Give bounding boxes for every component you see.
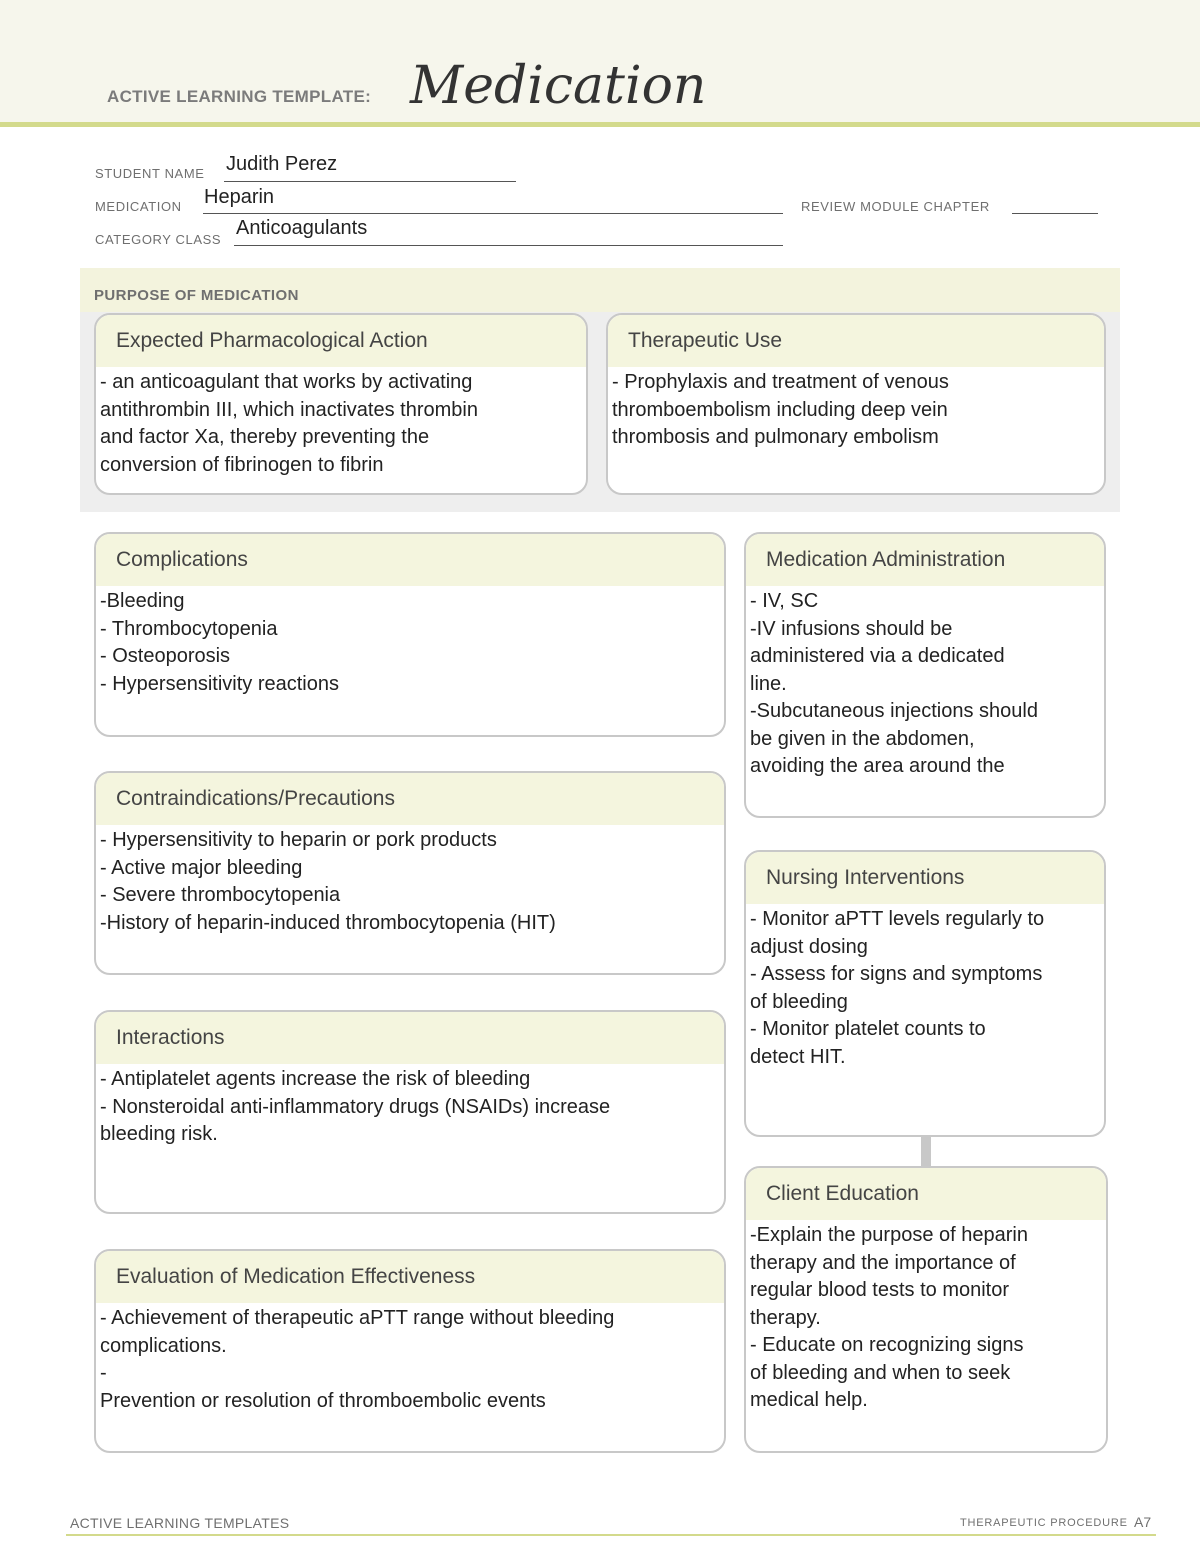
nursing-interventions-title: Nursing Interventions <box>746 852 1104 904</box>
complications-box <box>94 532 726 737</box>
body-line: of bleeding and when to seek <box>750 1361 1011 1384</box>
evaluation-title: Evaluation of Medication Effectiveness <box>96 1251 724 1303</box>
body-line: line. <box>750 672 787 695</box>
body-line: - Assess for signs and symptoms <box>750 963 1043 985</box>
therapeutic-use-title: Therapeutic Use <box>608 315 1104 367</box>
body-line: therapy and the importance of <box>750 1251 1016 1274</box>
body-line: - Severe thrombocytopenia <box>100 884 341 906</box>
therapeutic-use-body[interactable] <box>608 367 1104 452</box>
body-line: -Subcutaneous injections should <box>750 700 1038 722</box>
body-line: -History of heparin-induced thrombocytopenia (HIT) <box>100 911 556 934</box>
header-divider <box>0 122 1200 127</box>
body-line: - Antiplatelet agents increase the risk of bleeding <box>100 1068 531 1090</box>
student-name-value[interactable]: Judith Perez <box>226 153 338 175</box>
footer-left-label: ACTIVE LEARNING TEMPLATES <box>70 1515 290 1531</box>
body-line: - Active major bleeding <box>100 856 303 879</box>
student-name-line <box>224 181 516 182</box>
body-line: complications. <box>100 1334 227 1357</box>
body-line: Prevention or resolution of thromboembolic events <box>100 1389 546 1412</box>
body-line: and factor Xa, thereby preventing the <box>100 426 430 448</box>
contraindications-body[interactable] <box>96 825 724 937</box>
complications-body[interactable] <box>96 586 724 698</box>
category-class-line <box>234 245 783 246</box>
review-module-label: REVIEW MODULE CHAPTER <box>801 199 990 214</box>
body-line: - IV, SC <box>750 590 819 612</box>
page-number: A7 <box>1134 1514 1152 1530</box>
body-line: - Thrombocytopenia <box>100 617 278 640</box>
connector-bar <box>921 1136 931 1166</box>
body-line: administered via a dedicated <box>750 645 1005 667</box>
body-line: - <box>100 1362 107 1384</box>
administration-body[interactable] <box>746 586 1104 781</box>
student-name-label: STUDENT NAME <box>95 166 205 181</box>
client-education-body[interactable] <box>746 1220 1106 1415</box>
medication-line <box>203 213 783 214</box>
category-class-label: CATEGORY CLASS <box>95 232 222 247</box>
client-education-title: Client Education <box>746 1168 1106 1220</box>
body-line: bleeding risk. <box>100 1123 218 1145</box>
body-line: - Monitor aPTT levels regularly to <box>750 908 1045 930</box>
expected-action-body[interactable] <box>96 367 586 479</box>
administration-title: Medication Administration <box>746 534 1104 586</box>
body-line: thrombosis and pulmonary embolism <box>612 426 939 448</box>
body-line: regular blood tests to monitor <box>750 1279 1010 1301</box>
complications-title: Complications <box>96 534 724 586</box>
interactions-body[interactable] <box>96 1064 724 1149</box>
category-class-value[interactable]: Anticoagulants <box>236 217 368 239</box>
contraindications-title: Contraindications/Precautions <box>96 773 724 825</box>
template-title: Medication <box>410 56 707 116</box>
body-line: -IV infusions should be <box>750 617 953 640</box>
client-education-box <box>744 1166 1108 1453</box>
body-line: thromboembolism including deep vein <box>612 398 948 421</box>
body-line: of bleeding <box>750 990 848 1013</box>
therapeutic-use-box <box>606 313 1106 495</box>
nursing-interventions-body[interactable] <box>746 904 1104 1071</box>
interactions-title: Interactions <box>96 1012 724 1064</box>
body-line: conversion of fibrinogen to fibrin <box>100 453 384 476</box>
review-module-line <box>1012 213 1098 214</box>
medication-label: MEDICATION <box>95 199 182 214</box>
body-line: - Monitor platelet counts to <box>750 1018 986 1040</box>
body-line: - Educate on recognizing signs <box>750 1334 1024 1356</box>
interactions-box <box>94 1010 726 1214</box>
purpose-label: PURPOSE OF MEDICATION <box>94 287 299 304</box>
contraindications-box <box>94 771 726 975</box>
body-line: adjust dosing <box>750 935 868 958</box>
body-line: antithrombin III, which inactivates thrombin <box>100 398 478 421</box>
body-line: - Hypersensitivity to heparin or pork products <box>100 829 497 851</box>
expected-action-box <box>94 313 588 495</box>
expected-action-title: Expected Pharmacological Action <box>96 315 586 367</box>
body-line: - Nonsteroidal anti-inflammatory drugs (NSAIDs) increase <box>100 1095 611 1118</box>
template-label: ACTIVE LEARNING TEMPLATE: <box>107 87 372 106</box>
body-line: - Achievement of therapeutic aPTT range without bleeding <box>100 1307 615 1329</box>
body-line: - an anticoagulant that works by activating <box>100 371 473 393</box>
body-line: - Osteoporosis <box>100 645 231 667</box>
body-line: be given in the abdomen, <box>750 727 975 750</box>
evaluation-body[interactable] <box>96 1303 724 1415</box>
administration-box <box>744 532 1106 818</box>
body-line: -Bleeding <box>100 590 185 612</box>
medication-value[interactable]: Heparin <box>204 186 275 208</box>
body-line: medical help. <box>750 1389 868 1411</box>
footer-right-label: THERAPEUTIC PROCEDURE <box>960 1517 1128 1529</box>
footer-divider <box>66 1534 1156 1536</box>
body-line: - Prophylaxis and treatment of venous <box>612 371 949 393</box>
body-line: therapy. <box>750 1306 821 1329</box>
body-line: detect HIT. <box>750 1045 846 1068</box>
body-line: avoiding the area around the <box>750 755 1005 777</box>
evaluation-box <box>94 1249 726 1453</box>
body-line: -Explain the purpose of heparin <box>750 1224 1028 1246</box>
nursing-interventions-box <box>744 850 1106 1137</box>
body-line: - Hypersensitivity reactions <box>100 672 339 695</box>
